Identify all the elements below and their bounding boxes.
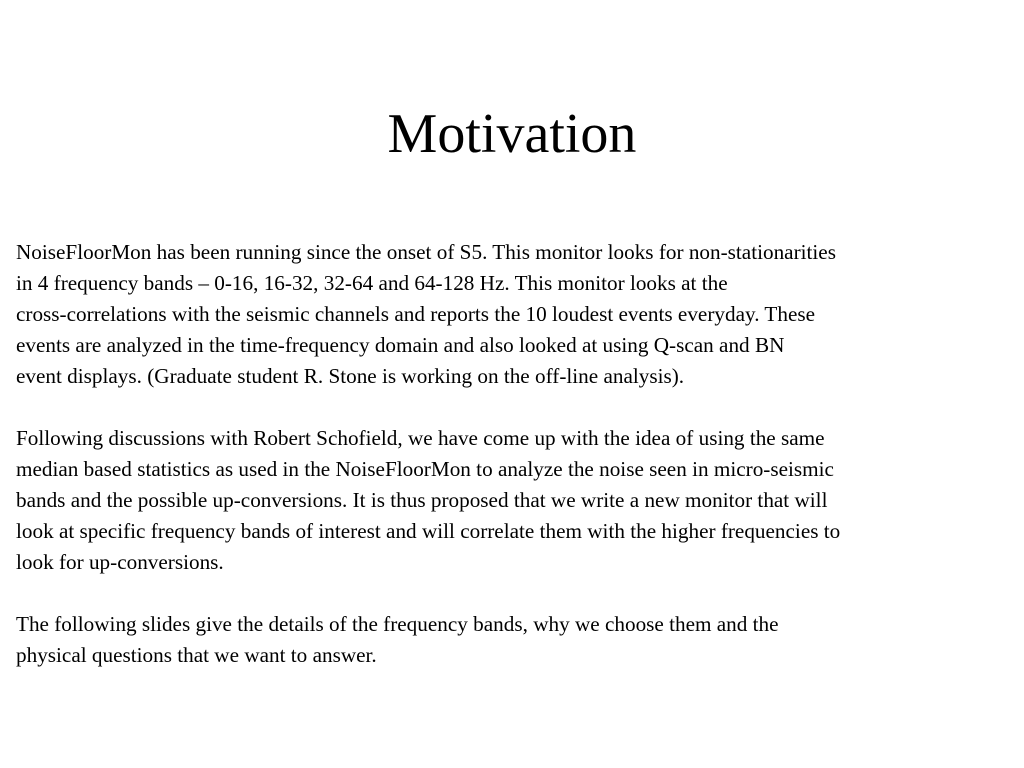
text-line: look for up-conversions. <box>16 550 224 574</box>
slide-body <box>16 237 1016 702</box>
text-line: look at specific frequency bands of interest and will correlate them with the higher frequencies to <box>16 519 841 543</box>
text-line: event displays. (Graduate student R. Stone is working on the off-line analysis). <box>16 364 685 388</box>
paragraph-new-monitor-proposal <box>16 423 1016 578</box>
text-line: bands and the possible up-conversions. It is thus proposed that we write a new monitor that will <box>16 488 828 512</box>
text-line: Following discussions with Robert Schofield, we have come up with the idea of using the same <box>16 426 825 450</box>
text-line: NoiseFloorMon has been running since the onset of S5. This monitor looks for non-stationarities <box>16 240 836 264</box>
text-line: physical questions that we want to answer. <box>16 643 377 667</box>
slide-title: Motivation <box>387 103 637 165</box>
text-line: The following slides give the details of the frequency bands, why we choose them and the <box>16 612 779 636</box>
text-line: median based statistics as used in the NoiseFloorMon to analyze the noise seen in micro-seismic <box>16 457 834 481</box>
text-line: in 4 frequency bands – 0-16, 16-32, 32-64 and 64-128 Hz. This monitor looks at the <box>16 271 728 295</box>
paragraph-following-slides <box>16 609 1016 671</box>
text-line: events are analyzed in the time-frequency domain and also looked at using Q-scan and BN <box>16 333 785 357</box>
text-line: cross-correlations with the seismic channels and reports the 10 loudest events everyday. These <box>16 302 815 326</box>
paragraph-noisefloormon <box>16 237 1016 392</box>
